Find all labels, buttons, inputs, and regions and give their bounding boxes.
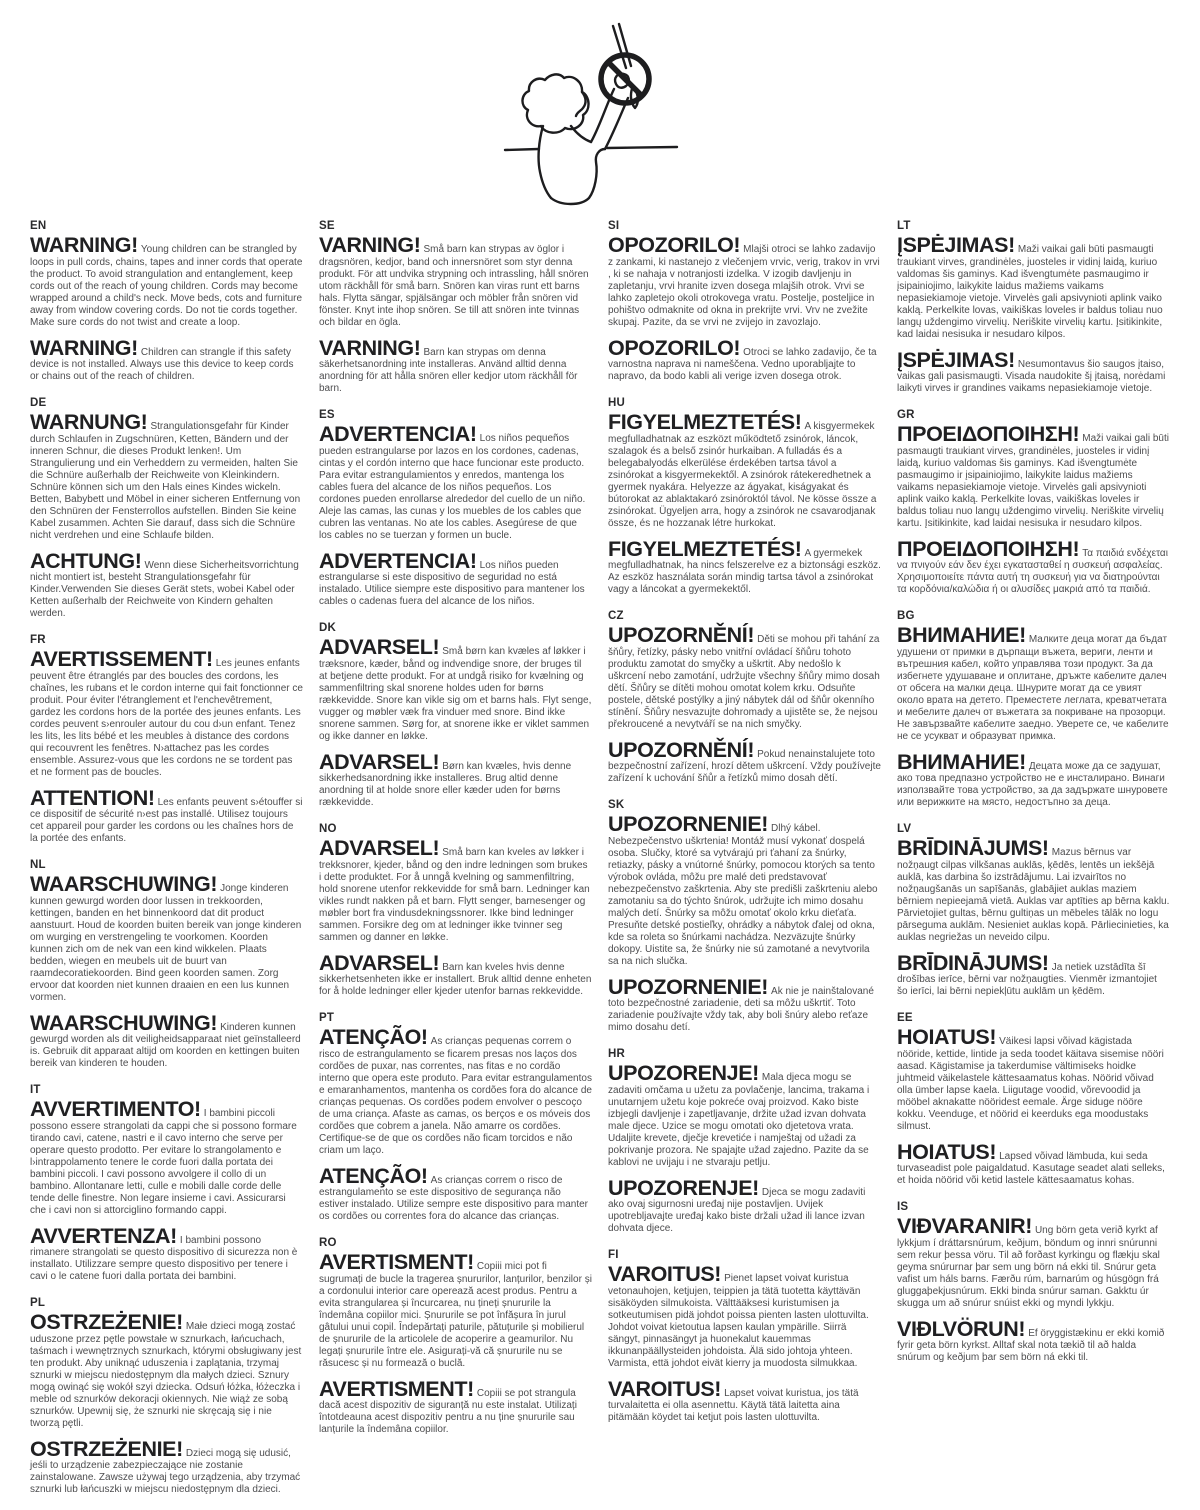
warning-title: VAROITUS! bbox=[608, 1262, 722, 1286]
warning-paragraph bbox=[897, 625, 1170, 743]
warning-title: ĮSPĖJIMAS! bbox=[897, 233, 1015, 257]
language-section-sk bbox=[608, 799, 881, 1034]
warning-title: UPOZORENJE! bbox=[608, 1061, 759, 1085]
child-neck bbox=[571, 126, 591, 142]
warning-body: Maži vaikai gali būti pasmaugti traukiant virves, grandinėles, juosteles ir vidinį laidą, kuriuo valdomas šis gaminys. Kad išvengtumėte pasmaugimo ir įsipainiojimo, laikykite laidus mažiems vaikams nepasiekiamoje vietoje. Virvelės gali apsivynioti aplink vaiko kaklą. Perkelkite lovas, vaikiškas loveles ir baldus toliau nuo langų uždengimo virvelių. Neriškite virvelių kartu. Įsitikinkite, kad laidai nesisuka ir nesudaro kilpos. bbox=[897, 433, 1169, 529]
warning-body: Małe dzieci mogą zostać uduszone przez pętle powstałe w sznurkach, łańcuchach, taśmach i wewnętrznych sznurkach, którymi obsługiwany jest ten produkt. Aby uniknąć uduszenia i zaplątania, trzymaj sznurki w miejscu niedostępnym dla małych dzieci. Sznury mogą owinąć się wokół szyi dziecka. Odsuń łóżka, łóżeczka i meble od sznurków dekoracji okiennych. Nie wiąż ze sobą sznurków. Upewnij się, że sznurki nie skręcają się i nie tworzą pętli. bbox=[30, 1321, 302, 1429]
warning-paragraph bbox=[897, 838, 1170, 944]
warning-paragraph bbox=[30, 1312, 303, 1430]
warning-title: ĮSPĖJIMAS! bbox=[897, 347, 1015, 372]
language-code: BG bbox=[897, 610, 915, 622]
warning-paragraph bbox=[897, 749, 1170, 810]
language-code: IS bbox=[897, 1201, 909, 1213]
warning-body: Mala djeca mogu se zadaviti omčama u užetu za povlačenje, lancima, trakama i unutarnjem užetu koje pokreće ovaj proizvod. Kako biste izbjegli davljenje i zapetljavanje, držite užad izvan dohvata male djece. Uzice se mogu omotati oko djetetova vrata. Udaljite krevete, dječje krevetiće i namještaj od užadi za pokrivanje prozora. Ne spajajte užad zajedno. Pazite da se kablovi ne uvijaju i ne stvaraju petlju. bbox=[608, 1072, 870, 1168]
language-section-hr bbox=[608, 1048, 881, 1235]
language-code: HU bbox=[608, 397, 626, 409]
language-code: IT bbox=[30, 1084, 41, 1096]
warning-paragraph bbox=[897, 1216, 1170, 1310]
language-code: LV bbox=[897, 823, 912, 835]
warning-title: HOIATUS! bbox=[897, 1025, 997, 1049]
warning-body: Kinderen kunnen gewurgd worden als dit veiligheidsapparaat niet geïnstalleerd is. Gebruik dit apparaat altijd om koorden en kettingen buiten bereik van kinderen te houden. bbox=[30, 1021, 301, 1069]
language-section-dk bbox=[319, 622, 592, 809]
warning-title: ΠΡΟΕΙΔΟΠΟΙΗΣΗ! bbox=[897, 422, 1080, 446]
warning-paragraph bbox=[319, 838, 592, 944]
warning-paragraph bbox=[30, 1099, 303, 1217]
warning-title: BRĪDINĀJUMS! bbox=[897, 950, 1049, 975]
warning-body: Děti se mohou při tahání za šňůry, řetízky, pásky nebo vnitřní ovládací šňůru tohoto produktu zamotat do smyčky a uškrtit. Aby nedošlo k uškrcení nebo zamotání, udržujte všechny šňůry mimo dosah dětí. Šňůry se dítěti mohou omotat kolem krku. Odsuňte postele, dětské postýlky a jiný nábytek dál od šňůr okenního stínění. Šňůry nesvazujte dohromady a ujistěte se, že nejsou překroucené a nevytváří se na nich smyčky. bbox=[608, 634, 880, 730]
warning-paragraph bbox=[608, 1376, 881, 1425]
warning-title: ВНИМАНИЕ! bbox=[897, 749, 1026, 774]
child-face-profile bbox=[576, 92, 586, 116]
language-section-en bbox=[30, 220, 303, 383]
table-edge-right bbox=[607, 147, 677, 148]
warning-title: UPOZORNĚNÍ! bbox=[608, 737, 755, 762]
child-cord-strangulation-illustration bbox=[485, 22, 715, 212]
warning-paragraph bbox=[30, 335, 303, 384]
warning-title: AVVERTIMENTO! bbox=[30, 1097, 201, 1121]
warning-body: Dzieci mogą się udusić, jeśli to urządzenie zabezpieczające nie zostanie zainstalowane. Zawsze używaj tego urządzenia, aby trzymać sznurki lub łańcuszki w miejscu niedostępnym dla dzieci. bbox=[30, 1447, 301, 1495]
warning-title: VAROITUS! bbox=[608, 1376, 722, 1401]
warning-title: ATENÇÃO! bbox=[319, 1163, 428, 1188]
warning-paragraph bbox=[319, 950, 592, 999]
language-section-es bbox=[319, 409, 592, 608]
warning-columns bbox=[0, 212, 1200, 1510]
warning-paragraph bbox=[319, 235, 592, 329]
warning-title: UPOZORNENIE! bbox=[608, 812, 769, 836]
warning-body: Wenn diese Sicherheitsvorrichtung nicht montiert ist, besteht Strangulationsgefahr für Kinder.Verwenden Sie dieses Gerät stets, wobei Kabel oder Ketten außerhalb der Reichweite von Kindern gehalten werden. bbox=[30, 559, 299, 619]
warning-body: Малките деца могат да бъдат удушени от примки в дърпащи въжета, вериги, ленти и вътрешния кабел, който управлява този продукт. За да избегнете удушаване и оплитане, дръжте кабелите далеч от обсега на малки деца. Шнурите могат да се увият около врата на детето. Преместете леглата, креватчетата и мебелите далеч от въжетата за покриване на прозорци. Не завързвайте кабелите заедно. Уверете се, че кабелите не се усукват и образуват примка. bbox=[897, 634, 1169, 742]
warning-body: Los niños pequeños pueden estrangularse por lazos en los cordones, cadenas, cintas y el cordón interno que hace funcionar este producto. Para evitar estrangulamientos y enredos, mantenga los cables fuera del alcance de los niños pequeños. Los cordones pueden enrollarse alrededor del cuello de un niño. Aleje las camas, las cunas y los muebles de los cables que cubren las ventanas. No ate los cables. Asegúrese de que los cables no se tuerzan y formen un bucle. bbox=[319, 433, 586, 541]
warning-body: Les jeunes enfants peuvent être étranglés par des boucles des cordons, les chaînes, les rubans et le cordon interne qui fait fonctionner ce produit. Pour éviter l'étranglement et l'enchevêtrement, gardez les cordons hors de la portée des jeunes enfants. Les cordes peuvent s›enrouler autour du cou d›un enfant. Tenez les lits, les lits bébé et les meubles à distance des cordons qui recouvrent les fenêtres. N›attachez pas les cordes ensemble. Assurez-vous que les cordons ne se tordent pas et ne forment pas de boucles. bbox=[30, 658, 303, 778]
warning-title: OSTRZEŻENIE! bbox=[30, 1310, 183, 1334]
language-code: SE bbox=[319, 220, 335, 232]
language-code: GR bbox=[897, 409, 915, 421]
language-code: NL bbox=[30, 859, 46, 871]
language-code: FR bbox=[30, 634, 46, 646]
warning-title: ВНИМАНИЕ! bbox=[897, 623, 1026, 647]
warning-body: Barn kan kveles hvis denne sikkerhetsenheten ikke er installert. Bruk alltid denne enheten for å holde ledninger eller kjeder utenfor barnas rekkevidde. bbox=[319, 961, 592, 997]
language-section-it bbox=[30, 1084, 303, 1283]
column-4 bbox=[897, 220, 1170, 1510]
warning-paragraph bbox=[608, 737, 881, 786]
language-section-pl bbox=[30, 1297, 303, 1496]
language-code: SK bbox=[608, 799, 625, 811]
language-code: LT bbox=[897, 220, 911, 232]
language-code: CZ bbox=[608, 610, 624, 622]
warning-body: Børn kan kvæles, hvis denne sikkerhedsanordning ikke installeres. Brug altid denne anordning til at holde snore eller kæder uden for børns rækkevidde. bbox=[319, 760, 572, 808]
warning-body: Maži vaikai gali būti pasmaugti traukiant virves, grandinėles, juosteles ir vidinį laidą, kuriuo valdomas šis gaminys. Kad išvengtumėte pasmaugimo ir įsipainiojimo, laikykite laidus mažiems vaikams nepasiekiamoje vietoje. Virvelės gali apsivynioti aplink vaiko kaklą. Perkelkite lovas, vaikiškas loveles ir baldus toliau nuo langų uždengimo virvelių. Neriškite virvelių kartu. Įsitikinkite, kad laidai nesisuka ir nesudaro kilpos. bbox=[897, 244, 1163, 340]
warning-paragraph bbox=[897, 1316, 1170, 1365]
warning-title: ADVERTENCIA! bbox=[319, 422, 477, 446]
warning-body: Pokud nenainstalujete toto bezpečnostní zařízení, hrozí dětem uškrcení. Vždy používejte zařízení k uchování šňůr a řetízků mimo dosah dětí. bbox=[608, 748, 881, 784]
language-section-lv bbox=[897, 823, 1170, 998]
language-section-cz bbox=[608, 610, 881, 785]
warning-body: I bambini piccoli possono essere strangolati da cappi che si possono formare tirando cavi, catene, nastri e il cavo interno che serve per operare questo prodotto. Per evitare lo strangolamento e l›intrappolamento tenere le corde fuori dalla portata dei bambini piccoli. I cavi possono avvolgere il collo di un bambino. Allontanare letti, culle e mobili dalle corde delle tende delle finestre. Non legare insieme i cavi. Assicurarsi che i cavi non si attorciglino formando cappi. bbox=[30, 1108, 297, 1216]
warning-body: As crianças pequenas correm o risco de estrangulamento se ficarem presas nos laços dos cordões de puxar, nas correntes, nas fitas e no cordão interno que opera este produto. Para evitar estrangulamentos e emaranhamentos, mantenha os cordões fora do alcance de crianças pequenas. Os cordões podem envolver o pescoço de uma criança. Afaste as camas, os berços e os móveis dos cordões que cobrem a janela. Não amarre os cordões. Certifique-se de que os cordões não ficam torcidos e não criam um laço. bbox=[319, 1036, 592, 1156]
warning-paragraph bbox=[897, 950, 1170, 999]
warning-paragraph bbox=[608, 536, 881, 597]
warning-title: ADVARSEL! bbox=[319, 950, 440, 975]
language-code: PT bbox=[319, 1012, 335, 1024]
warning-paragraph bbox=[319, 1163, 592, 1224]
warning-paragraph bbox=[608, 1175, 881, 1236]
language-section-se bbox=[319, 220, 592, 395]
warning-title: UPOZORENJE! bbox=[608, 1175, 759, 1200]
warning-body: Små barn kan strypas av öglor i dragsnören, kedjor, band och innersnöret som styr denna produkt. För att undvika strypning och intrassling, håll snören utom räckhåll för små barn. Snören kan viras runt ett barns hals. Flytta sängar, spjälsängar och möbler från snören vid fönster. Knyt inte ihop snören. Se till att snören inte tvinnas och bildar en ögla. bbox=[319, 244, 589, 328]
warning-body: A kisgyermekek megfulladhatnak az eszközt működtető zsinórok, láncok, szalagok és a belső zsinór hurkaiban. A fulladás és a belegabalyodás elkerülése érdekében tartsa távol a zsinórokat a kisgyermekektől. A zsinórok rátekeredhetnek a gyermek nyakára. Helyezze az ágyakat, kiságyakat és bútorokat az ablaktakaró zsinóroktól távol. Ne kösse össze a zsinórokat. Ügyeljen arra, hogy a zsinórok ne csavarodjanak össze, és ne hozzanak létre hurkokat. bbox=[608, 421, 877, 529]
warning-title: AVVERTENZA! bbox=[30, 1223, 177, 1248]
language-section-ro bbox=[319, 1237, 592, 1436]
warning-title: ΠΡΟΕΙΔΟΠΟΙΗΣΗ! bbox=[897, 536, 1080, 561]
warning-paragraph bbox=[319, 1027, 592, 1157]
warning-title: VIÐVARANIR! bbox=[897, 1214, 1032, 1238]
warning-body: Lapset voivat kuristua, jos tätä turvalaitetta ei olla asennettu. Käytä tätä laitetta aina pitämään köydet tai ketjut pois lasten ulottuvilta. bbox=[608, 1387, 859, 1423]
illustration-area bbox=[0, 0, 1200, 212]
cord-line bbox=[619, 24, 631, 66]
table-edge-left bbox=[505, 149, 539, 150]
warning-body: Ak nie je nainštalované toto bezpečnostné zariadenie, deti sa môžu uškrtiť. Toto zariadenie používajte vždy tak, aby boli šnúry alebo reťaze mimo dosahu detí. bbox=[608, 985, 874, 1033]
column-2 bbox=[319, 220, 592, 1510]
language-section-lt bbox=[897, 220, 1170, 395]
warning-body: Nesumontavus šio saugos įtaiso, vaikas gali pasismaugti. Visada naudokite šį įtaisą, norėdami laikyti virves ir grandines vaikams nepasiekiamoje vietoje. bbox=[897, 358, 1166, 394]
language-code: EN bbox=[30, 220, 47, 232]
warning-body: Ef öryggistækinu er ekki komið fyrir geta börn kyrkst. Alltaf skal nota tækið til að halda snúrum og keðjum þar sem börn ná ekki til. bbox=[897, 1327, 1165, 1363]
language-section-fr bbox=[30, 634, 303, 845]
warning-body: Mlajši otroci se lahko zadavijo z zankami, ki nastanejo z vlečenjem vrvic, verig, trakov in vrvi , ki se nahaja v notranjosti izdelka. V izogib davljenju in zapletanju, vrvi hranite izven dosega mlajših otrok. Vrvi se lahko zapletejo okoli otrokovega vratu. Postelje, posteljice in pohištvo odmaknite od okna in prekrijte vrvi. Vrv ne zvežite skupaj. Pazite, da se vrvi ne zvijejo in zavozlajo. bbox=[608, 244, 880, 328]
warning-body: Copiii se pot strangula dacă acest dispozitiv de siguranță nu este instalat. Utilizați întotdeauna acest dispozitiv pentru a nu ține șnururile sau lanțurile la îndemâna copiilor. bbox=[319, 1387, 577, 1435]
warning-body: Young children can be strangled by loops in pull cords, chains, tapes and inner cords that operate the product. To avoid strangulation and entanglement, keep cords out of the reach of young children. Cords may become wrapped around a child's neck. Move beds, cots and furniture away from window covering cords. Do not tie cords together. Make sure cords do not twist and create a loop. bbox=[30, 244, 303, 328]
child-body-right bbox=[551, 149, 605, 204]
warning-paragraph bbox=[319, 1376, 592, 1437]
warning-title: WAARSCHUWING! bbox=[30, 872, 218, 896]
warning-body: Dlhý kábel. Nebezpečenstvo uškrtenia! Montáž musí vykonať dospelá osoba. Slučky, ktoré sa vytvárajú pri ťahaní za šnúrky, retiazky, pásky a vnútorné šnúrky, pomocou ktorých sa tento výrobok ovláda, môžu pre malé deti predstavovať nebezpečenstvo zaškrtenia. Aby ste predišli zaškrteniu alebo zamotaniu sa do týchto šnúrok, udržujte ich mimo dosahu malých detí. Šnúrky sa môžu omotať okolo krku dieťaťa. Presuňte detské postieľky, ohrádky a nábytok ďalej od okna, kde sa roleta so šnúrkami nachádza. Nezväzujte šnúrky dokopy. Uistite sa, že šnúrky nie sú zamotané a nevytvorila sa na nich slučka. bbox=[608, 823, 878, 967]
warning-paragraph bbox=[30, 1010, 303, 1071]
warning-paragraph bbox=[319, 637, 592, 743]
column-3 bbox=[608, 220, 881, 1510]
warning-title: OPOZORILO! bbox=[608, 233, 741, 257]
warning-paragraph bbox=[30, 874, 303, 1004]
warning-paragraph bbox=[30, 412, 303, 542]
column-1 bbox=[30, 220, 303, 1510]
warning-title: WARNING! bbox=[30, 335, 138, 360]
warning-title: ADVARSEL! bbox=[319, 749, 440, 774]
language-section-ee bbox=[897, 1012, 1170, 1187]
warning-paragraph bbox=[897, 235, 1170, 341]
warning-body: Djeca se mogu zadaviti ako ovaj sigurnosni uređaj nije postavljen. Uvijek upotrebljavajte uređaj kako biste držali užad ili lance izvan dohvata djece. bbox=[608, 1186, 866, 1234]
language-section-de bbox=[30, 397, 303, 620]
language-section-gr bbox=[897, 409, 1170, 596]
language-section-fi bbox=[608, 1249, 881, 1424]
warning-body: Väikesi lapsi võivad kägistada nööride, kettide, lintide ja seda toodet käitava sisemise nööri aasad. Kägistamise ja takerdumise vältimiseks hoidke juhtmeid väikelastele kättesaamatus kohas. Nöörid võivad olla ümber lapse kaela. Liigutage voodid, võrevoodid ja mööbel aknakatte nööridest eemale. Ärge siduge nööre kokku. Veenduge, et nöörid ei keerduks ega moodustaks silmust. bbox=[897, 1036, 1164, 1132]
warning-body: Otroci se lahko zadavijo, če ta varnostna naprava ni nameščena. Vedno uporabljajte to napravo, da bodo kabli ali verige izven dosega otrok. bbox=[608, 346, 877, 382]
language-code: FI bbox=[608, 1249, 619, 1261]
warning-paragraph bbox=[319, 1252, 592, 1370]
language-section-hu bbox=[608, 397, 881, 596]
warning-paragraph bbox=[30, 649, 303, 779]
warning-body: Copiii mici pot fi sugrumați de bucle la tragerea șnururilor, lanțurilor, benzilor și a cordonului interior care operează acest produs. Pentru a evita strangularea și încurcarea, nu țineți șnururile la îndemâna copiilor mici. Șnururile se pot înfășura în jurul gâtului unui copil. Îndepărtați paturile, pătuțurile și mobilierul de șnururile de la articolele de acoperire a geamurilor. Nu legați șnururile între ele. Asigurați-vă că șnururile nu se răsucesc și nu formează o buclă. bbox=[319, 1261, 592, 1369]
language-section-bg bbox=[897, 610, 1170, 809]
language-section-nl bbox=[30, 859, 303, 1070]
warning-title: WARNUNG! bbox=[30, 410, 148, 434]
warning-body: Strangulationsgefahr für Kinder durch Schlaufen in Zugschnüren, Ketten, Bändern und der inneren Schnur, die dieses Produkt lenken!. Um Strangulierung und ein Verheddern zu vermeiden, halten Sie die Schnüre außerhalb der Reichweite von Kleinkindern. Schnüre können sich um den Hals eines Kindes wickeln. Betten, Babybett und Möbel in einer sicheren Entfernung von den Schnüren der Fensterrollos aufstellen. Binden Sie keine Kabel zusammen. Achten Sie darauf, dass sich die Schnüre nicht verdrehen und eine Schlaufe bilden. bbox=[30, 421, 301, 541]
warning-body: Lapsed võivad lämbuda, kui seda turvaseadist pole paigaldatud. Kasutage seadet alati selleks, et hoida nöörid või ketid lastele kättesaamatus kohas. bbox=[897, 1150, 1165, 1186]
warning-title: VIÐLVÖRUN! bbox=[897, 1316, 1026, 1341]
child-head bbox=[522, 74, 588, 132]
language-code: ES bbox=[319, 409, 335, 421]
warning-body: Les enfants peuvent s›étouffer si ce dispositif de sécurité n›est pas installé. Utilisez toujours cet appareil pour garder les cordons ou les chaînes hors de la portée des enfants. bbox=[30, 796, 303, 844]
language-code: DE bbox=[30, 397, 47, 409]
warning-paragraph bbox=[319, 335, 592, 396]
warning-body: Mazus bērnus var nožņaugt cilpas vilkšanas auklās, ķēdēs, lentēs un iekšējā auklā, kas darbina šo izstrādājumu. Lai izvairītos no nožņaugšanās un sapīšanās, glabājiet auklas maziem bērniem nepieejamā vietā. Auklas var aptīties ap bērna kaklu. Pārvietojiet gultas, bērnu gultiņas un mēbeles tālāk no logu pārseguma auklām. Nesieniet auklas kopā. Pārliecinieties, ka auklas negriežas un neveido cilpu. bbox=[897, 847, 1170, 943]
warning-paragraph bbox=[30, 1223, 303, 1284]
warning-paragraph bbox=[897, 347, 1170, 396]
language-code: EE bbox=[897, 1012, 913, 1024]
language-code: SI bbox=[608, 220, 620, 232]
warning-paragraph bbox=[897, 536, 1170, 597]
warning-paragraph bbox=[608, 1264, 881, 1370]
warning-title: ADVERTENCIA! bbox=[319, 548, 477, 573]
warning-title: ADVARSEL! bbox=[319, 836, 440, 860]
warning-body: Små børn kan kvæles af løkker i træksnore, kæder, bånd og indvendige snore, der bruges til at betjene dette produkt. For at undgå risiko for kvælning og sammenfiltring skal snorene holdes uden for børns rækkevidde. Snore kan vikle sig om et barns hals. Flyt senge, vugger og møbler væk fra vinduer med snore. Bind ikke snorene sammen. Sørg for, at snorene ikke er viklet sammen og ikke danner en løkke. bbox=[319, 646, 592, 742]
warning-body: A gyermekek megfulladhatnak, ha nincs felszerelve ez a biztonsági eszköz. Az eszköz használata során mindig tartsa távol a zsinórokat vagy a láncokat a gyermekektől. bbox=[608, 547, 881, 595]
language-code: PL bbox=[30, 1297, 46, 1309]
warning-title: UPOZORNĚNÍ! bbox=[608, 623, 755, 647]
warning-paragraph bbox=[30, 548, 303, 621]
warning-title: HOIATUS! bbox=[897, 1139, 997, 1164]
language-code: NO bbox=[319, 823, 337, 835]
language-section-no bbox=[319, 823, 592, 998]
warning-paragraph bbox=[897, 424, 1170, 530]
warning-body: As crianças correm o risco de estrangulamento se este dispositivo de segurança não estiver instalado. Utilize sempre este dispositivo para manter os cordões ou correntes fora do alcance das crianças. bbox=[319, 1174, 589, 1222]
warning-paragraph bbox=[608, 235, 881, 329]
warning-paragraph bbox=[319, 424, 592, 542]
warning-body: Los niños pueden estrangularse si este dispositivo de seguridad no está instalado. Utilice siempre este dispositivo para mantener los cables o cadenas fuera del alcance de los niños. bbox=[319, 559, 585, 607]
warning-title: UPOZORNENIE! bbox=[608, 974, 769, 999]
warning-body: I bambini possono rimanere strangolati se questo dispositivo di sicurezza non è installato. Utilizzare sempre questo dispositivo per tenere i cavi o le catene fuori dalla portata dei bambini. bbox=[30, 1234, 298, 1282]
warning-body: Pienet lapset voivat kuristua vetonauhojen, ketjujen, teippien ja tätä tuotetta käyttävän sisäköyden silmukoista. Välttääksesi kuristumisen ja sotkeutumisen pidä johdot poissa pienten lasten ulottuvilta. Johdot voivat kietoutua lapsen kaulan ympärille. Siirrä sängyt, pinnasängyt ja huonekalut kauemmas ikkunanpäällysteiden johdoista. Älä sido johtoja yhteen. Varmista, että johdot eivät kierry ja muodosta silmukkaa. bbox=[608, 1273, 869, 1369]
warning-paragraph bbox=[30, 1436, 303, 1497]
warning-title: WAARSCHUWING! bbox=[30, 1010, 218, 1035]
child-body-left bbox=[539, 126, 551, 198]
warning-paragraph bbox=[319, 749, 592, 810]
language-code: RO bbox=[319, 1237, 337, 1249]
warning-paragraph bbox=[30, 785, 303, 846]
warning-title: WARNING! bbox=[30, 233, 138, 257]
warning-title: AVERTISMENT! bbox=[319, 1376, 474, 1401]
language-section-si bbox=[608, 220, 881, 383]
warning-paragraph bbox=[608, 1063, 881, 1169]
warning-title: VARNING! bbox=[319, 335, 421, 360]
warning-title: FIGYELMEZTETÉS! bbox=[608, 410, 802, 434]
warning-paragraph bbox=[608, 335, 881, 384]
warning-paragraph bbox=[608, 974, 881, 1035]
warning-paragraph bbox=[897, 1139, 1170, 1188]
language-section-is bbox=[897, 1201, 1170, 1364]
cord-line bbox=[613, 26, 626, 68]
warning-title: ATENÇÃO! bbox=[319, 1025, 428, 1049]
warning-title: BRĪDINĀJUMS! bbox=[897, 836, 1049, 860]
warning-body: Τα παιδιά ενδέχεται να πνιγούν εάν δεν έχει εγκατασταθεί η συσκευή ασφαλείας. Χρησιμοποιείτε πάντα αυτή τη συσκευή για να διατηρούνται τα κορδόνια/καλώδια ή οι αλυσίδες μακριά από τα παιδιά. bbox=[897, 547, 1168, 595]
language-code: HR bbox=[608, 1048, 626, 1060]
warning-body: Ung börn geta verið kyrkt af lykkjum í dráttarsnúrum, keðjum, böndum og innri snúrunni sem rekur þessa vöru. Til að forðast kyrkingu og flækju skal geyma snúrurnar þar sem ung börn ná ekki til. Snúrur geta vafist um háls barns. Færðu rúm, barnarúm og húsgögn frá gluggaþekjusnúrum. Ekki binda snúrur saman. Gakktu úr skugga um að snúrur snúist ekki og myndi lykkju. bbox=[897, 1225, 1160, 1309]
warning-body: Jonge kinderen kunnen gewurgd worden door lussen in trekkoorden, kettingen, banden en het binnenkoord dat dit product aanstuurt. Houd de koorden buiten bereik van jonge kinderen om wurging en verstrengeling te voorkomen. Koorden kunnen zich om de nek van een kind wikkelen. Plaats bedden, wiegen en meubels uit de buurt van raamdecoratiekoorden. Bind geen koorden samen. Zorg ervoor dat koorden niet kunnen draaien en een lus kunnen vormen. bbox=[30, 883, 302, 1003]
warning-body: Ja netiek uzstādīta šī drošības ierīce, bērni var nožņaugties. Vienmēr izmantojiet šo ierīci, lai bērni nepiekļūtu auklām un ķēdēm. bbox=[897, 961, 1157, 997]
warning-paragraph bbox=[608, 814, 881, 968]
language-code: DK bbox=[319, 622, 337, 634]
warning-title: OSTRZEŻENIE! bbox=[30, 1436, 183, 1461]
warning-paragraph bbox=[30, 235, 303, 329]
warning-title: VARNING! bbox=[319, 233, 421, 257]
warning-paragraph bbox=[319, 548, 592, 609]
warning-title: ACHTUNG! bbox=[30, 548, 142, 573]
warning-body: Children can strangle if this safety device is not installed. Always use this device to keep cords or chains out of the reach of children. bbox=[30, 346, 294, 382]
language-section-pt bbox=[319, 1012, 592, 1223]
warning-title: AVERTISMENT! bbox=[319, 1250, 474, 1274]
warning-body: Små barn kan kveles av løkker i trekksnorer, kjeder, bånd og den indre ledningen som brukes i dette produktet. For å unngå kvelning og sammenfiltring, hold snorene utenfor rekkevidde for små barn. Ledninger kan vikles rundt nakken på et barn. Flytt senger, barnesenger og møbler bort fra vindusdekningssnorer. Ikke bind ledninger sammen. Forsikre deg om at ledninger ikke tvinner seg sammen og danner en løkke. bbox=[319, 847, 590, 943]
warning-title: FIGYELMEZTETÉS! bbox=[608, 536, 802, 561]
warning-paragraph bbox=[608, 412, 881, 530]
warning-title: ATTENTION! bbox=[30, 785, 155, 810]
warning-title: ADVARSEL! bbox=[319, 635, 440, 659]
warning-title: AVERTISSEMENT! bbox=[30, 647, 213, 671]
warning-body: Децата може да се задушат, ако това предпазно устройство не е инсталирано. Винаги използвайте това устройство, за да задържате шнуровете или верижките на място, недостъпно за деца. bbox=[897, 760, 1168, 808]
warning-paragraph bbox=[897, 1027, 1170, 1133]
warning-paragraph bbox=[608, 625, 881, 731]
warning-title: OPOZORILO! bbox=[608, 335, 741, 360]
warning-body: Barn kan strypas om denna säkerhetsanordning inte installeras. Använd alltid denna anordning för att hålla snören eller kedjor utom räckhåll för barn. bbox=[319, 346, 578, 394]
